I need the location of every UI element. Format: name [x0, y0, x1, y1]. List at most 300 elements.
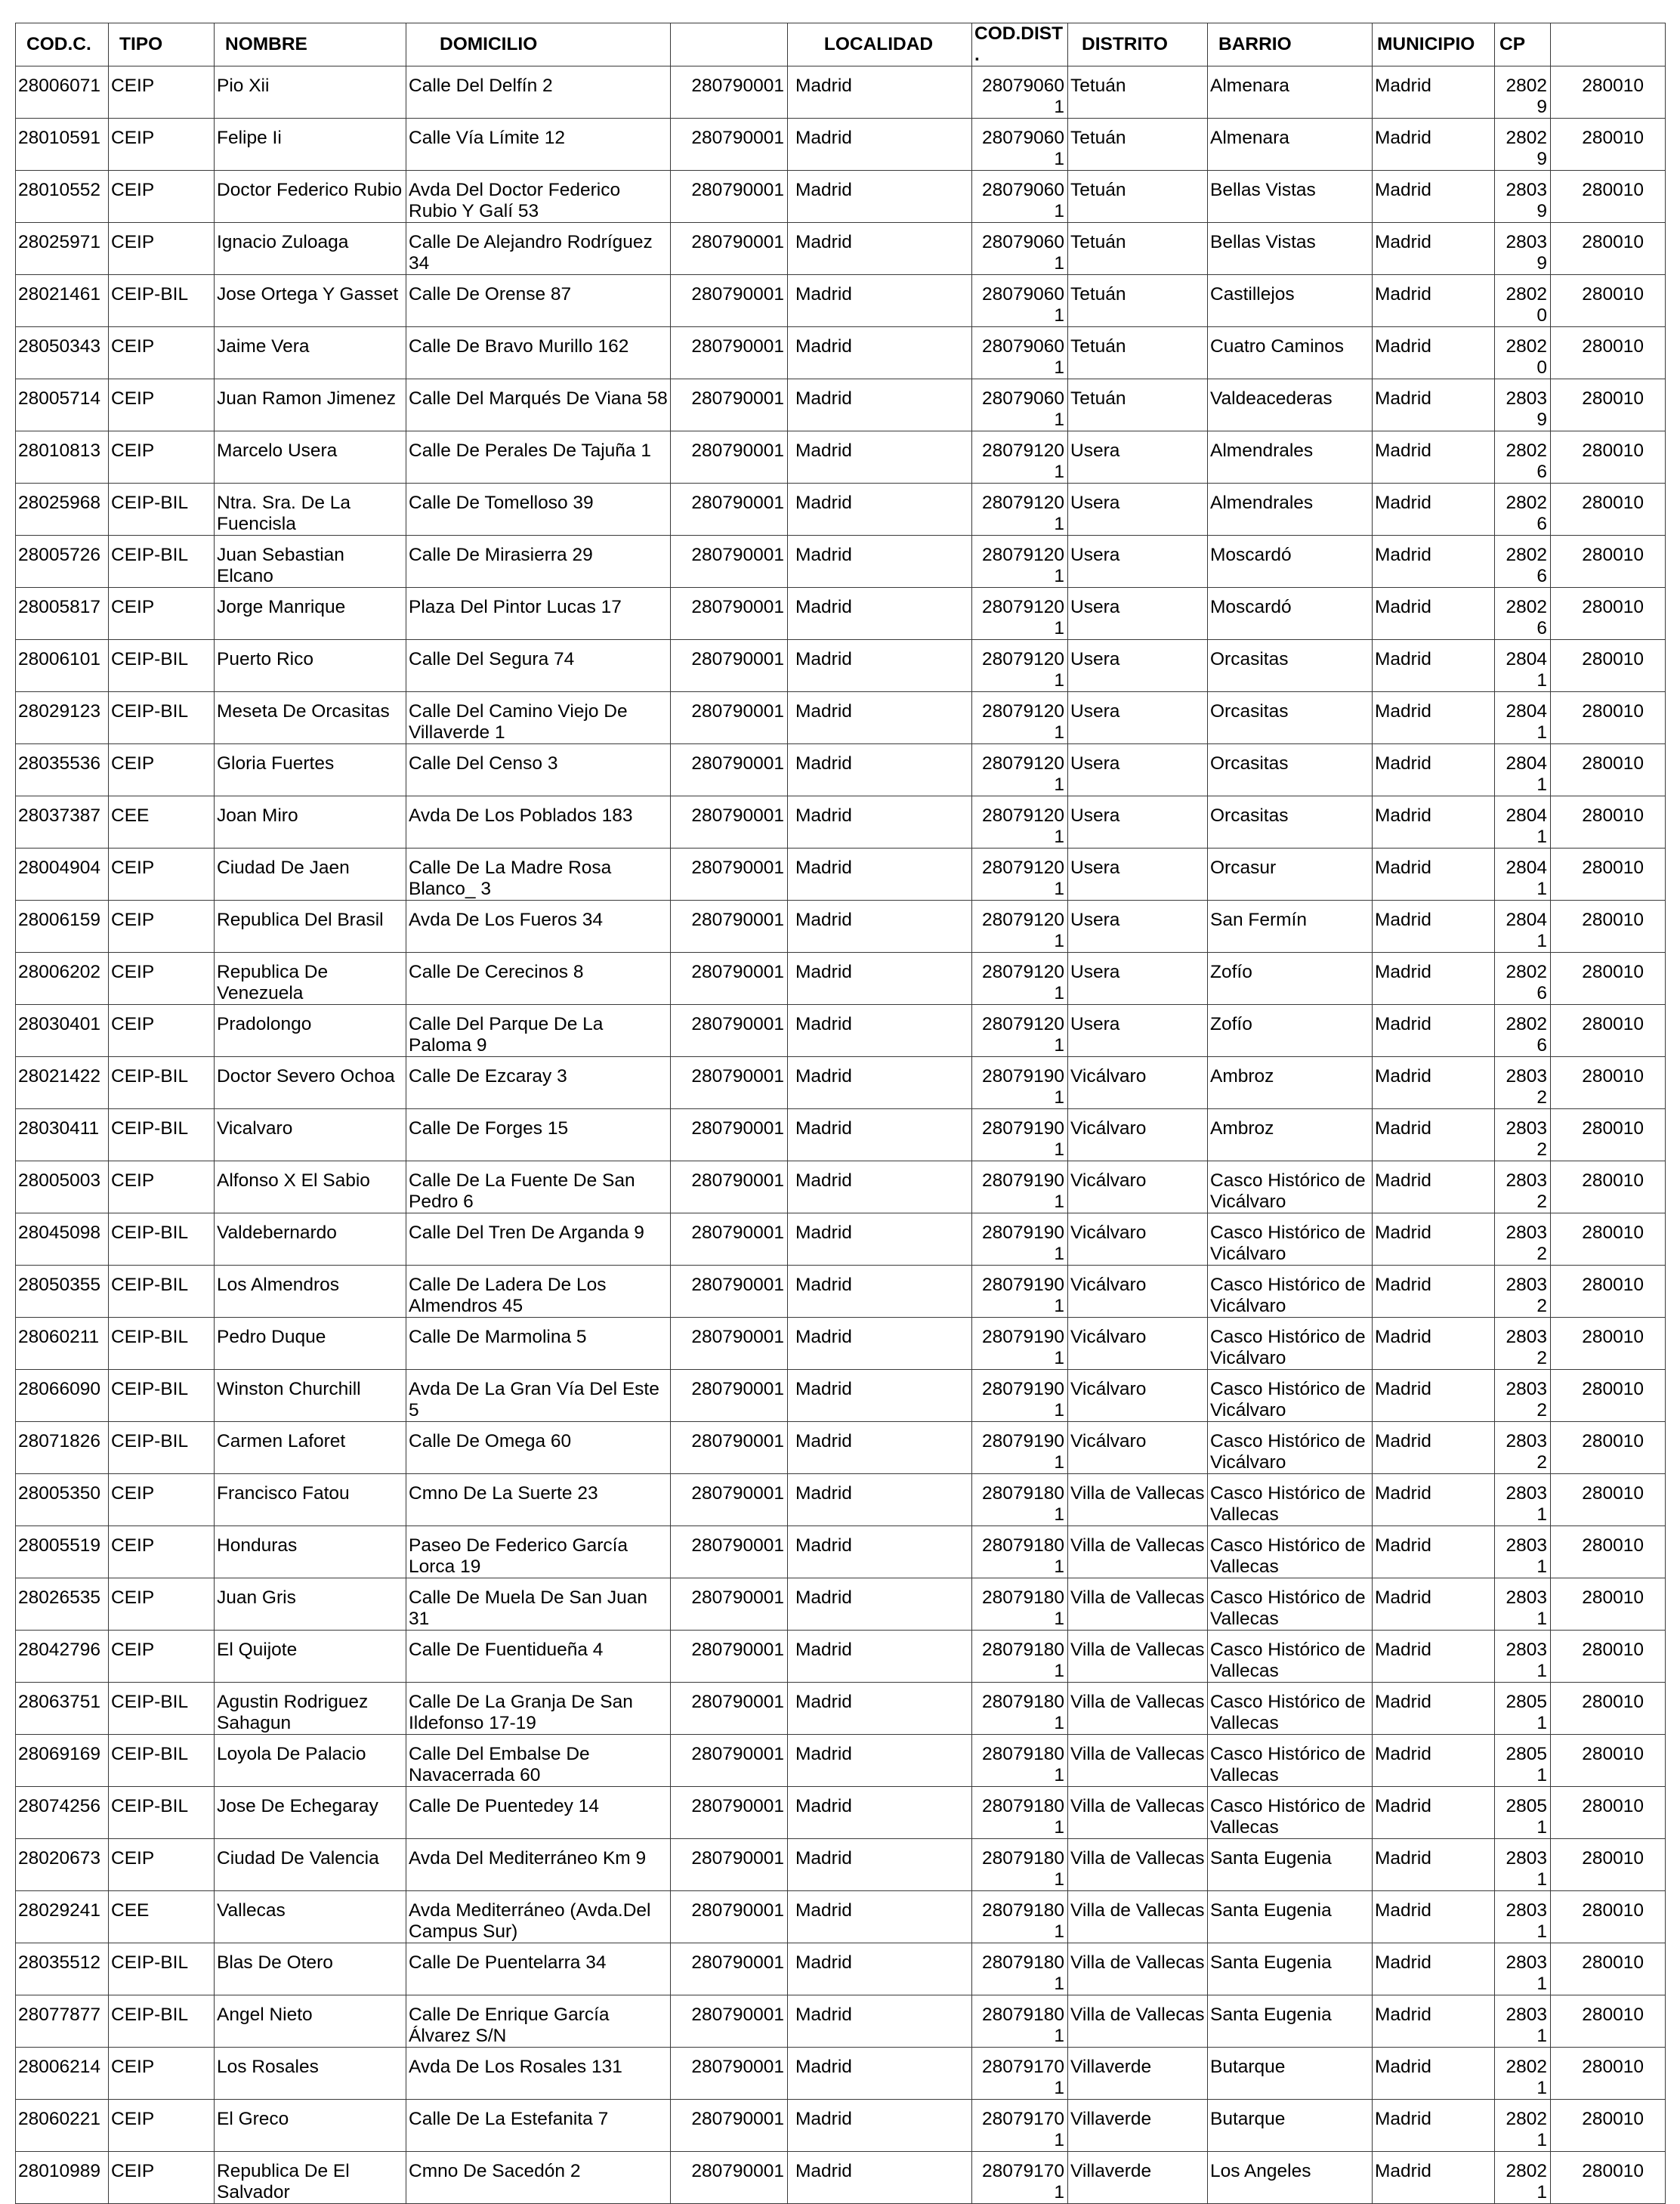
cell-localidad: Madrid	[788, 953, 972, 1005]
cell-cod-last: 280010	[1551, 1787, 1666, 1839]
cell-cod-dist: 280791201	[972, 640, 1068, 692]
cell-municipio: Madrid	[1373, 1005, 1495, 1057]
cell-localidad: Madrid	[788, 1370, 972, 1422]
cell-municipio: Madrid	[1373, 796, 1495, 849]
cell-cod-c: 28005003	[16, 1161, 109, 1213]
cell-tipo: CEIP-BIL	[109, 1995, 215, 2048]
cell-barrio: Ambroz	[1208, 1057, 1373, 1109]
cell-domicilio: Paseo De Federico García Lorca 19	[406, 1526, 671, 1578]
cell-nombre: Pedro Duque	[215, 1318, 406, 1370]
table-row	[16, 692, 1666, 744]
cell-cod-localidad: 280790001	[671, 431, 788, 484]
cell-tipo: CEIP	[109, 1005, 215, 1057]
cell-cod-last: 280010	[1551, 901, 1666, 953]
cell-cod-dist: 280791801	[972, 1943, 1068, 1995]
cell-cp: 28032	[1495, 1422, 1551, 1474]
cell-localidad: Madrid	[788, 431, 972, 484]
cell-domicilio: Calle De Alejandro Rodríguez 34	[406, 223, 671, 275]
cell-cod-last: 280010	[1551, 953, 1666, 1005]
cell-cp: 28031	[1495, 1474, 1551, 1526]
cell-tipo: CEIP	[109, 1631, 215, 1683]
cell-barrio: Casco Histórico de Vallecas	[1208, 1474, 1373, 1526]
cell-cod-c: 28066090	[16, 1370, 109, 1422]
cell-cod-dist: 280790601	[972, 66, 1068, 119]
cell-barrio: Casco Histórico de Vallecas	[1208, 1631, 1373, 1683]
cell-cod-dist: 280791901	[972, 1161, 1068, 1213]
cell-nombre: Alfonso X El Sabio	[215, 1161, 406, 1213]
cell-cod-localidad: 280790001	[671, 1161, 788, 1213]
cell-domicilio: Calle Del Embalse De Navacerrada 60	[406, 1735, 671, 1787]
cell-distrito: Vicálvaro	[1068, 1057, 1208, 1109]
cell-tipo: CEIP	[109, 588, 215, 640]
header-municipio: MUNICIPIO	[1373, 23, 1495, 66]
cell-cod-c: 28045098	[16, 1213, 109, 1266]
cell-domicilio: Calle De Puentedey 14	[406, 1787, 671, 1839]
table-row	[16, 1995, 1666, 2048]
cell-cod-c: 28071826	[16, 1422, 109, 1474]
table-row	[16, 1839, 1666, 1891]
cell-barrio: Almenara	[1208, 66, 1373, 119]
cell-cod-dist: 280791801	[972, 1995, 1068, 2048]
table-row	[16, 431, 1666, 484]
cell-barrio: Santa Eugenia	[1208, 1943, 1373, 1995]
cell-barrio: Zofío	[1208, 953, 1373, 1005]
cell-distrito: Vicálvaro	[1068, 1161, 1208, 1213]
cell-cod-dist: 280791901	[972, 1318, 1068, 1370]
cell-domicilio: Calle De Orense 87	[406, 275, 671, 327]
cell-domicilio: Calle De Tomelloso 39	[406, 484, 671, 536]
cell-cod-dist: 280791901	[972, 1213, 1068, 1266]
table-row	[16, 1213, 1666, 1266]
cell-nombre: Vicalvaro	[215, 1109, 406, 1161]
cell-cp: 28029	[1495, 66, 1551, 119]
cell-cod-c: 28010813	[16, 431, 109, 484]
cell-municipio: Madrid	[1373, 379, 1495, 431]
cell-cod-dist: 280791201	[972, 953, 1068, 1005]
header-codc: COD.C.	[16, 23, 109, 66]
header-coddist: COD.DIST.	[972, 23, 1068, 66]
cell-cod-dist: 280790601	[972, 327, 1068, 379]
cell-distrito: Usera	[1068, 744, 1208, 796]
cell-distrito: Villa de Vallecas	[1068, 1526, 1208, 1578]
cell-nombre: Blas De Otero	[215, 1943, 406, 1995]
cell-municipio: Madrid	[1373, 744, 1495, 796]
cell-tipo: CEIP	[109, 379, 215, 431]
cell-localidad: Madrid	[788, 1631, 972, 1683]
cell-domicilio: Calle De Bravo Murillo 162	[406, 327, 671, 379]
cell-distrito: Usera	[1068, 484, 1208, 536]
cell-cod-localidad: 280790001	[671, 1318, 788, 1370]
cell-tipo: CEIP-BIL	[109, 1943, 215, 1995]
cell-cod-last: 280010	[1551, 2048, 1666, 2100]
cell-cod-dist: 280790601	[972, 379, 1068, 431]
cell-nombre: Ciudad De Jaen	[215, 849, 406, 901]
table-row	[16, 640, 1666, 692]
cell-municipio: Madrid	[1373, 1057, 1495, 1109]
cell-domicilio: Calle De Perales De Tajuña 1	[406, 431, 671, 484]
cell-municipio: Madrid	[1373, 1213, 1495, 1266]
cell-tipo: CEIP	[109, 327, 215, 379]
cell-barrio: Ambroz	[1208, 1109, 1373, 1161]
cell-nombre: Doctor Severo Ochoa	[215, 1057, 406, 1109]
cell-cod-c: 28029123	[16, 692, 109, 744]
cell-municipio: Madrid	[1373, 1839, 1495, 1891]
cell-cod-localidad: 280790001	[671, 744, 788, 796]
cell-domicilio: Calle Vía Límite 12	[406, 119, 671, 171]
cell-cp: 28032	[1495, 1266, 1551, 1318]
cell-tipo: CEIP	[109, 1578, 215, 1631]
cell-cod-last: 280010	[1551, 1891, 1666, 1943]
cell-barrio: Zofío	[1208, 1005, 1373, 1057]
cell-cod-c: 28025971	[16, 223, 109, 275]
cell-cod-localidad: 280790001	[671, 2152, 788, 2204]
cell-nombre: Honduras	[215, 1526, 406, 1578]
cell-localidad: Madrid	[788, 1787, 972, 1839]
cell-domicilio: Calle De Mirasierra 29	[406, 536, 671, 588]
cell-distrito: Tetuán	[1068, 223, 1208, 275]
cell-barrio: Almendrales	[1208, 431, 1373, 484]
table-row	[16, 849, 1666, 901]
cell-domicilio: Calle De Forges 15	[406, 1109, 671, 1161]
cell-localidad: Madrid	[788, 2100, 972, 2152]
cell-tipo: CEIP	[109, 1161, 215, 1213]
cell-cod-c: 28030401	[16, 1005, 109, 1057]
cell-localidad: Madrid	[788, 1735, 972, 1787]
cell-cod-c: 28063751	[16, 1683, 109, 1735]
cell-municipio: Madrid	[1373, 1631, 1495, 1683]
cell-nombre: Republica De Venezuela	[215, 953, 406, 1005]
cell-cod-dist: 280791901	[972, 1370, 1068, 1422]
cell-nombre: Juan Sebastian Elcano	[215, 536, 406, 588]
cell-localidad: Madrid	[788, 536, 972, 588]
cell-municipio: Madrid	[1373, 66, 1495, 119]
cell-barrio: Casco Histórico de Vicálvaro	[1208, 1161, 1373, 1213]
cell-municipio: Madrid	[1373, 2100, 1495, 2152]
cell-cod-localidad: 280790001	[671, 1474, 788, 1526]
cell-cod-dist: 280791801	[972, 1474, 1068, 1526]
cell-barrio: Orcasitas	[1208, 744, 1373, 796]
cell-localidad: Madrid	[788, 744, 972, 796]
cell-cod-dist: 280791801	[972, 1683, 1068, 1735]
cell-cod-c: 28006202	[16, 953, 109, 1005]
cell-cod-dist: 280790601	[972, 119, 1068, 171]
cell-cp: 28032	[1495, 1057, 1551, 1109]
cell-nombre: Jose De Echegaray	[215, 1787, 406, 1839]
cell-nombre: Jaime Vera	[215, 327, 406, 379]
cell-cod-dist: 280790601	[972, 171, 1068, 223]
cell-nombre: Felipe Ii	[215, 119, 406, 171]
table-row	[16, 1057, 1666, 1109]
cell-tipo: CEIP	[109, 119, 215, 171]
cell-cod-dist: 280791801	[972, 1631, 1068, 1683]
cell-tipo: CEIP	[109, 849, 215, 901]
cell-localidad: Madrid	[788, 484, 972, 536]
cell-nombre: El Greco	[215, 2100, 406, 2152]
cell-municipio: Madrid	[1373, 327, 1495, 379]
cell-municipio: Madrid	[1373, 1578, 1495, 1631]
cell-barrio: Orcasitas	[1208, 640, 1373, 692]
table-row	[16, 744, 1666, 796]
cell-cod-last: 280010	[1551, 431, 1666, 484]
cell-cp: 28051	[1495, 1735, 1551, 1787]
cell-nombre: Loyola De Palacio	[215, 1735, 406, 1787]
cell-barrio: Casco Histórico de Vicálvaro	[1208, 1266, 1373, 1318]
cell-cod-localidad: 280790001	[671, 119, 788, 171]
cell-cod-localidad: 280790001	[671, 1213, 788, 1266]
table-row	[16, 1422, 1666, 1474]
cell-cp: 28026	[1495, 1005, 1551, 1057]
cell-cod-dist: 280791201	[972, 901, 1068, 953]
cell-distrito: Tetuán	[1068, 275, 1208, 327]
cell-cod-c: 28021461	[16, 275, 109, 327]
cell-domicilio: Calle De Omega 60	[406, 1422, 671, 1474]
cell-localidad: Madrid	[788, 1005, 972, 1057]
cell-cod-dist: 280791801	[972, 1735, 1068, 1787]
cell-municipio: Madrid	[1373, 223, 1495, 275]
cell-cp: 28021	[1495, 2100, 1551, 2152]
cell-nombre: Agustin Rodriguez Sahagun	[215, 1683, 406, 1735]
table-row	[16, 1005, 1666, 1057]
cell-cod-c: 28005817	[16, 588, 109, 640]
table-row	[16, 2100, 1666, 2152]
cell-tipo: CEIP-BIL	[109, 1422, 215, 1474]
cell-cod-localidad: 280790001	[671, 1057, 788, 1109]
cell-distrito: Tetuán	[1068, 119, 1208, 171]
cell-barrio: Orcasitas	[1208, 796, 1373, 849]
cell-tipo: CEIP-BIL	[109, 1266, 215, 1318]
cell-nombre: Marcelo Usera	[215, 431, 406, 484]
cell-cp: 28031	[1495, 1526, 1551, 1578]
cell-tipo: CEIP-BIL	[109, 1370, 215, 1422]
cell-cod-localidad: 280790001	[671, 484, 788, 536]
table-row	[16, 1787, 1666, 1839]
cell-domicilio: Avda De Los Poblados 183	[406, 796, 671, 849]
table-row	[16, 1318, 1666, 1370]
cell-tipo: CEIP-BIL	[109, 1683, 215, 1735]
cell-cod-c: 28042796	[16, 1631, 109, 1683]
cell-domicilio: Calle Del Parque De La Paloma 9	[406, 1005, 671, 1057]
cell-cod-localidad: 280790001	[671, 379, 788, 431]
cell-tipo: CEIP-BIL	[109, 692, 215, 744]
cell-municipio: Madrid	[1373, 1109, 1495, 1161]
cell-cod-dist: 280791201	[972, 1005, 1068, 1057]
cell-cod-localidad: 280790001	[671, 1109, 788, 1161]
cell-cod-last: 280010	[1551, 1161, 1666, 1213]
cell-distrito: Villaverde	[1068, 2048, 1208, 2100]
cell-nombre: Republica Del Brasil	[215, 901, 406, 953]
cell-municipio: Madrid	[1373, 1995, 1495, 2048]
cell-domicilio: Calle Del Marqués De Viana 58	[406, 379, 671, 431]
cell-municipio: Madrid	[1373, 1370, 1495, 1422]
cell-cp: 28020	[1495, 327, 1551, 379]
cell-cod-c: 28020673	[16, 1839, 109, 1891]
cell-nombre: El Quijote	[215, 1631, 406, 1683]
cell-municipio: Madrid	[1373, 484, 1495, 536]
cell-distrito: Villa de Vallecas	[1068, 1995, 1208, 2048]
cell-barrio: Casco Histórico de Vicálvaro	[1208, 1422, 1373, 1474]
cell-nombre: Republica De El Salvador	[215, 2152, 406, 2204]
cell-cp: 28032	[1495, 1109, 1551, 1161]
cell-cod-c: 28060211	[16, 1318, 109, 1370]
cell-municipio: Madrid	[1373, 2152, 1495, 2204]
table-row	[16, 1266, 1666, 1318]
cell-domicilio: Calle Del Segura 74	[406, 640, 671, 692]
cell-nombre: Doctor Federico Rubio	[215, 171, 406, 223]
cell-cod-dist: 280791201	[972, 484, 1068, 536]
cell-cod-localidad: 280790001	[671, 1891, 788, 1943]
cell-cod-c: 28005519	[16, 1526, 109, 1578]
cell-cod-c: 28005350	[16, 1474, 109, 1526]
cell-barrio: Casco Histórico de Vallecas	[1208, 1787, 1373, 1839]
cell-municipio: Madrid	[1373, 1266, 1495, 1318]
cell-cod-c: 28035512	[16, 1943, 109, 1995]
cell-cp: 28031	[1495, 1943, 1551, 1995]
cell-municipio: Madrid	[1373, 1683, 1495, 1735]
cell-localidad: Madrid	[788, 1839, 972, 1891]
cell-cp: 28039	[1495, 171, 1551, 223]
cell-cod-c: 28074256	[16, 1787, 109, 1839]
cell-nombre: Gloria Fuertes	[215, 744, 406, 796]
table-row	[16, 536, 1666, 588]
cell-barrio: Santa Eugenia	[1208, 1839, 1373, 1891]
cell-localidad: Madrid	[788, 1266, 972, 1318]
cell-tipo: CEIP-BIL	[109, 484, 215, 536]
cell-barrio: San Fermín	[1208, 901, 1373, 953]
cell-tipo: CEIP-BIL	[109, 1318, 215, 1370]
cell-cod-dist: 280791201	[972, 796, 1068, 849]
cell-cod-last: 280010	[1551, 1631, 1666, 1683]
cell-localidad: Madrid	[788, 849, 972, 901]
header-barrio: BARRIO	[1208, 23, 1373, 66]
cell-cod-localidad: 280790001	[671, 796, 788, 849]
cell-cod-last: 280010	[1551, 1995, 1666, 2048]
cell-tipo: CEIP	[109, 1474, 215, 1526]
cell-cod-localidad: 280790001	[671, 275, 788, 327]
cell-domicilio: Calle De Puentelarra 34	[406, 1943, 671, 1995]
cell-nombre: Jorge Manrique	[215, 588, 406, 640]
cell-nombre: Ciudad De Valencia	[215, 1839, 406, 1891]
cell-tipo: CEIP-BIL	[109, 640, 215, 692]
table-row	[16, 1161, 1666, 1213]
cell-cod-localidad: 280790001	[671, 1787, 788, 1839]
cell-localidad: Madrid	[788, 1422, 972, 1474]
cell-cod-localidad: 280790001	[671, 536, 788, 588]
cell-cod-last: 280010	[1551, 849, 1666, 901]
cell-distrito: Vicálvaro	[1068, 1109, 1208, 1161]
cell-cod-dist: 280791801	[972, 1839, 1068, 1891]
cell-distrito: Villaverde	[1068, 2152, 1208, 2204]
cell-nombre: Winston Churchill	[215, 1370, 406, 1422]
cell-municipio: Madrid	[1373, 2048, 1495, 2100]
cell-tipo: CEE	[109, 796, 215, 849]
cell-tipo: CEIP-BIL	[109, 536, 215, 588]
cell-cod-last: 280010	[1551, 66, 1666, 119]
cell-cp: 28041	[1495, 901, 1551, 953]
cell-cp: 28031	[1495, 1995, 1551, 2048]
cell-tipo: CEIP	[109, 744, 215, 796]
cell-cod-localidad: 280790001	[671, 588, 788, 640]
cell-cod-localidad: 280790001	[671, 1683, 788, 1735]
cell-cod-c: 28060221	[16, 2100, 109, 2152]
cell-domicilio: Avda Del Doctor Federico Rubio Y Galí 53	[406, 171, 671, 223]
cell-cod-last: 280010	[1551, 1474, 1666, 1526]
cell-domicilio: Cmno De La Suerte 23	[406, 1474, 671, 1526]
cell-cod-last: 280010	[1551, 2152, 1666, 2204]
cell-cod-dist: 280791901	[972, 1057, 1068, 1109]
cell-tipo: CEIP	[109, 2152, 215, 2204]
table-row	[16, 1526, 1666, 1578]
cell-nombre: Pradolongo	[215, 1005, 406, 1057]
cell-nombre: Puerto Rico	[215, 640, 406, 692]
cell-distrito: Villa de Vallecas	[1068, 1631, 1208, 1683]
cell-domicilio: Calle De La Fuente De San Pedro 6	[406, 1161, 671, 1213]
cell-cp: 28031	[1495, 1891, 1551, 1943]
cell-localidad: Madrid	[788, 1995, 972, 2048]
cell-cod-dist: 280791901	[972, 1109, 1068, 1161]
table-row	[16, 379, 1666, 431]
header-row	[16, 23, 1666, 66]
cell-domicilio: Calle Del Camino Viejo De Villaverde 1	[406, 692, 671, 744]
cell-cod-c: 28004904	[16, 849, 109, 901]
cell-municipio: Madrid	[1373, 1787, 1495, 1839]
cell-cod-dist: 280791801	[972, 1891, 1068, 1943]
cell-tipo: CEIP	[109, 223, 215, 275]
cell-municipio: Madrid	[1373, 1735, 1495, 1787]
cell-domicilio: Plaza Del Pintor Lucas 17	[406, 588, 671, 640]
cell-cp: 28039	[1495, 379, 1551, 431]
cell-distrito: Villa de Vallecas	[1068, 1891, 1208, 1943]
cell-barrio: Santa Eugenia	[1208, 1891, 1373, 1943]
cell-domicilio: Calle Del Censo 3	[406, 744, 671, 796]
cell-barrio: Butarque	[1208, 2048, 1373, 2100]
cell-municipio: Madrid	[1373, 536, 1495, 588]
cell-cod-dist: 280791901	[972, 1266, 1068, 1318]
cell-localidad: Madrid	[788, 223, 972, 275]
cell-barrio: Bellas Vistas	[1208, 171, 1373, 223]
table-row	[16, 119, 1666, 171]
cell-cod-last: 280010	[1551, 1213, 1666, 1266]
cell-barrio: Almenara	[1208, 119, 1373, 171]
cell-tipo: CEE	[109, 1891, 215, 1943]
cell-cod-dist: 280791701	[972, 2152, 1068, 2204]
cell-cp: 28032	[1495, 1370, 1551, 1422]
table-row	[16, 1683, 1666, 1735]
cell-cp: 28051	[1495, 1683, 1551, 1735]
table-row	[16, 1578, 1666, 1631]
cell-cod-last: 280010	[1551, 223, 1666, 275]
cell-tipo: CEIP-BIL	[109, 1109, 215, 1161]
cell-barrio: Casco Histórico de Vallecas	[1208, 1735, 1373, 1787]
cell-cp: 28031	[1495, 1631, 1551, 1683]
cell-domicilio: Calle De Enrique García Álvarez S/N	[406, 1995, 671, 2048]
cell-cod-last: 280010	[1551, 1370, 1666, 1422]
cell-distrito: Usera	[1068, 1005, 1208, 1057]
cell-localidad: Madrid	[788, 66, 972, 119]
cell-cod-c: 28025968	[16, 484, 109, 536]
cell-cp: 28032	[1495, 1318, 1551, 1370]
cell-cod-dist: 280791201	[972, 588, 1068, 640]
cell-cp: 28020	[1495, 275, 1551, 327]
cell-cod-localidad: 280790001	[671, 1422, 788, 1474]
cell-localidad: Madrid	[788, 1578, 972, 1631]
cell-barrio: Butarque	[1208, 2100, 1373, 2152]
cell-domicilio: Avda De La Gran Vía Del Este 5	[406, 1370, 671, 1422]
cell-domicilio: Cmno De Sacedón 2	[406, 2152, 671, 2204]
cell-cod-last: 280010	[1551, 1057, 1666, 1109]
table-row	[16, 1735, 1666, 1787]
cell-cod-last: 280010	[1551, 275, 1666, 327]
cell-cod-dist: 280790601	[972, 223, 1068, 275]
